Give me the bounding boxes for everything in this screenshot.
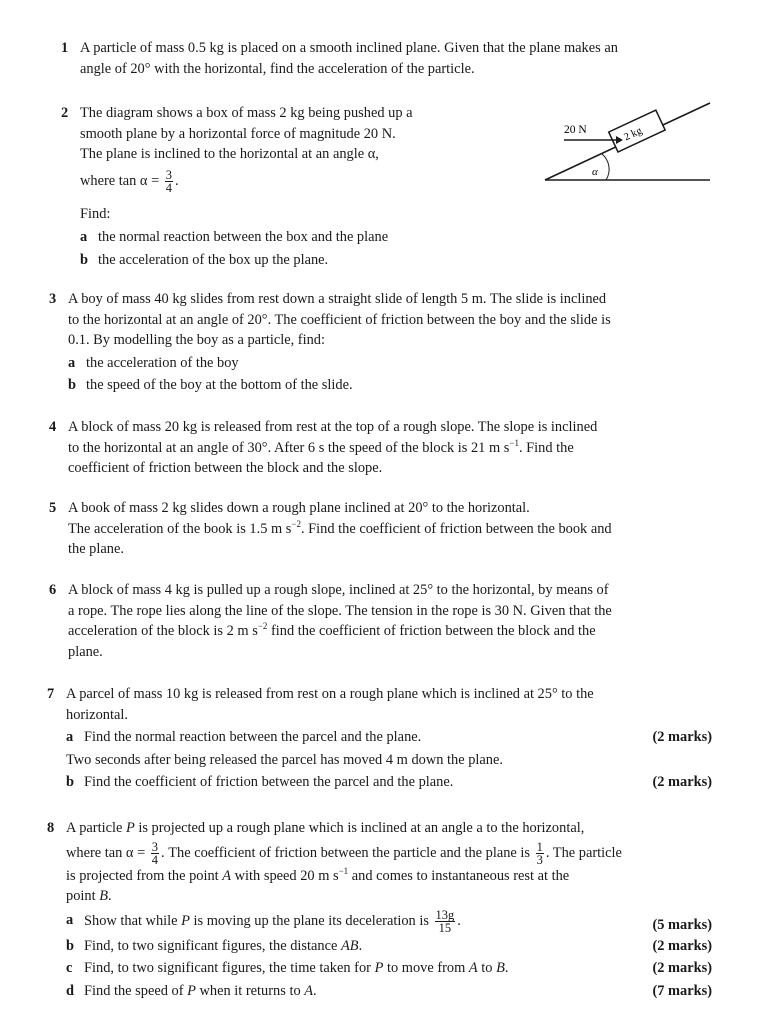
question-text: plane. bbox=[68, 643, 103, 660]
question-text: acceleration of the block is 2 m $s^{-2}$ find the coefficient of friction between the block and the bbox=[68, 621, 596, 639]
question-number: 5 bbox=[49, 500, 57, 516]
marks-label: (7 marks) bbox=[652, 982, 712, 999]
tan-alpha-line: where tan α = $\frac{3}{4}$ . The coefficient of friction between the particle and the plane is $\frac{1}{3}$ . The particle bbox=[66, 839, 622, 867]
question-text: The plane is inclined to the horizontal at an angle α, bbox=[80, 146, 379, 162]
question-text: coefficient of friction between the block and the slope. bbox=[68, 460, 383, 476]
question-text: A boy of mass 40 kg slides from rest down a straight slide of length 5 m. The slide is inclined bbox=[68, 291, 607, 307]
question-text: A particle P is projected up a rough plane which is inclined at an angle a to the horizontal, bbox=[66, 820, 585, 836]
question-text: point B. bbox=[66, 888, 112, 904]
force-label: 20 N bbox=[564, 124, 587, 136]
box-label: 2 kg bbox=[622, 125, 644, 144]
question-1 bbox=[61, 38, 618, 79]
part-c: c Find, to two significant figures, the time taken for P to move from A to B. (2 marks) bbox=[66, 958, 712, 979]
question-text: Two seconds after being released the parcel has moved 4 m down the plane. bbox=[66, 751, 503, 768]
fraction-deceleration: $\frac{13g}{15}$ bbox=[435, 907, 455, 935]
question-text: angle of 20° with the horizontal, find the acceleration of the particle. bbox=[80, 60, 475, 77]
question-text: horizontal. bbox=[66, 706, 128, 723]
question-text: smooth plane by a horizontal force of magnitude 20 N. bbox=[80, 125, 396, 142]
part-a: a Find the normal reaction between the parcel and the plane. (2 marks) bbox=[66, 727, 712, 748]
part-b: b the acceleration of the box up the plane. bbox=[80, 251, 329, 268]
question-4 bbox=[49, 417, 598, 479]
box-shape bbox=[609, 110, 665, 152]
marks-label: (2 marks) bbox=[652, 937, 712, 954]
part-a: a Show that while P is moving up the plane its deceleration is $\frac{13g}{15}$ . (5 marks) bbox=[66, 907, 712, 935]
question-text: The diagram shows a box of mass 2 kg being pushed up a bbox=[80, 105, 413, 121]
inclined-plane-diagram bbox=[540, 100, 715, 186]
question-6 bbox=[49, 580, 612, 662]
question-text: The acceleration of the book is 1.5 m $s^{-2}$. Find the coefficient of friction between the book and bbox=[68, 518, 612, 537]
fraction-tan-alpha: $\frac{3}{4}$ bbox=[165, 167, 173, 195]
question-text: a rope. The rope lies along the line of the slope. The tension in the rope is 30 N. Given that the bbox=[68, 602, 612, 619]
question-text: to the horizontal at an angle of 30°. After 6 s the speed of the block is 21 m $s^{-1}$. Find the bbox=[68, 437, 574, 456]
part-b: b the speed of the boy at the bottom of the slide. bbox=[68, 377, 353, 393]
angle-label: α bbox=[592, 166, 598, 178]
marks-label: (2 marks) bbox=[652, 960, 712, 976]
question-5 bbox=[49, 498, 612, 560]
part-b: b Find, to two significant figures, the distance AB. (2 marks) bbox=[66, 936, 712, 957]
fraction-tan-alpha: $\frac{3}{4}$ bbox=[151, 839, 159, 867]
question-text: A book of mass 2 kg slides down a rough plane inclined at 20° to the horizontal. bbox=[68, 500, 530, 516]
question-3 bbox=[49, 289, 611, 396]
part-a: a the normal reaction between the box and the plane bbox=[80, 229, 389, 245]
find-label: Find: bbox=[80, 205, 111, 222]
part-a: a the acceleration of the boy bbox=[68, 354, 239, 371]
part-d: d Find the speed of P when it returns to A. (7 marks) bbox=[66, 981, 712, 1002]
fraction-mu: $\frac{1}{3}$ bbox=[536, 839, 543, 867]
question-number: 4 bbox=[49, 419, 57, 435]
marks-label: (5 marks) bbox=[652, 916, 712, 933]
question-text: A block of mass 20 kg is released from rest at the top of a rough slope. The slope is inclined bbox=[68, 419, 598, 435]
question-text: is projected from the point A with speed 20 m $s^{-1}$ and comes to instantaneous rest at the bbox=[66, 865, 570, 884]
question-number: 8 bbox=[47, 820, 55, 836]
question-text: A block of mass 4 kg is pulled up a rough slope, inclined at 25° to the horizontal, by means of bbox=[68, 582, 609, 598]
question-text: 0.1. By modelling the boy as a particle, find: bbox=[68, 332, 325, 348]
question-number: 1 bbox=[61, 40, 69, 56]
question-number: 6 bbox=[49, 582, 57, 598]
question-number: 7 bbox=[47, 686, 55, 702]
angle-arc bbox=[602, 154, 609, 180]
question-text: A particle of mass 0.5 kg is placed on a smooth inclined plane. Given that the plane makes an bbox=[80, 40, 618, 56]
marks-label: (2 marks) bbox=[652, 774, 712, 790]
question-text: the plane. bbox=[68, 541, 124, 557]
part-b: b Find the coefficient of friction between the parcel and the plane. (2 marks) bbox=[66, 772, 712, 793]
question-text: A parcel of mass 10 kg is released from rest on a rough plane which is inclined at 25° to the bbox=[66, 686, 594, 702]
tan-alpha-line: where tan α = $\frac{3}{4}$ . bbox=[80, 167, 179, 195]
question-number: 2 bbox=[61, 105, 69, 121]
question-8 bbox=[47, 818, 712, 1001]
question-text: to the horizontal at an angle of 20°. The coefficient of friction between the boy and the slide is bbox=[68, 311, 611, 328]
marks-label: (2 marks) bbox=[652, 729, 712, 745]
question-2 bbox=[61, 103, 413, 270]
question-number: 3 bbox=[49, 291, 57, 307]
question-7 bbox=[47, 684, 712, 793]
